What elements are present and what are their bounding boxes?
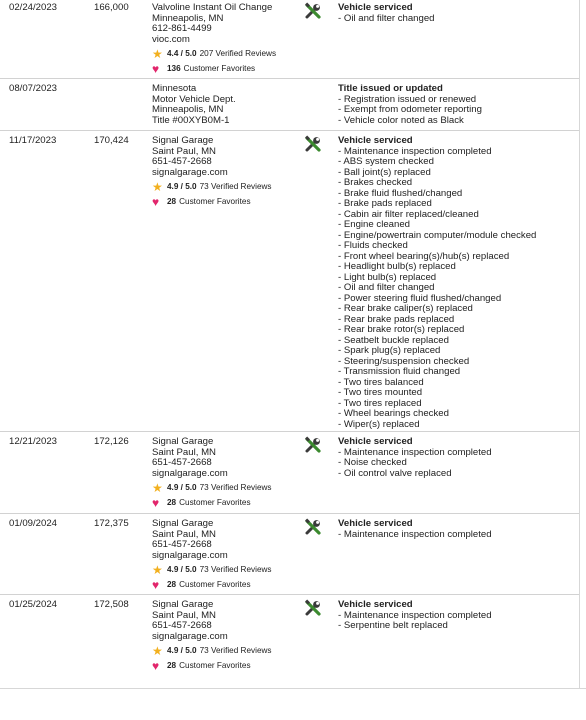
service-tools-icon bbox=[304, 518, 322, 536]
table-bottom-border bbox=[0, 688, 586, 689]
record-source bbox=[152, 437, 272, 509]
source-location: Saint Paul, MN bbox=[152, 145, 216, 157]
comment-item: - Maintenance inspection completed bbox=[338, 609, 492, 621]
comment-item: - Noise checked bbox=[338, 457, 407, 468]
rating bbox=[152, 48, 276, 60]
favorites-label: Customer Favorites bbox=[179, 196, 251, 206]
reviews-link[interactable]: 73 Verified Reviews bbox=[199, 645, 272, 655]
record-comments bbox=[338, 519, 492, 540]
record-source bbox=[152, 84, 236, 126]
source-name: Signal Garage bbox=[152, 135, 214, 146]
source-location: Minneapolis, MN bbox=[152, 104, 224, 115]
record-comments bbox=[338, 600, 492, 632]
comment-item: - Two tires replaced bbox=[338, 397, 422, 409]
history-record-row bbox=[0, 432, 579, 514]
reviews-link[interactable]: 73 Verified Reviews bbox=[199, 181, 272, 191]
comment-title: Vehicle serviced bbox=[338, 518, 413, 529]
star-icon: ★ bbox=[152, 481, 163, 495]
rating-score: 4.9 / 5.0 bbox=[167, 645, 197, 655]
favorites-count: 28 bbox=[167, 660, 177, 670]
comment-title: Vehicle serviced bbox=[338, 599, 413, 610]
comment-item: - Maintenance inspection completed bbox=[338, 145, 492, 157]
comment-item: - Spark plug(s) replaced bbox=[338, 345, 441, 356]
source-website[interactable]: signalgarage.com bbox=[152, 630, 228, 642]
comment-item: - Rear brake caliper(s) replaced bbox=[338, 303, 473, 314]
comment-item: - Seatbelt buckle replaced bbox=[338, 334, 449, 346]
comment-item: - Engine/powertrain computer/module checked bbox=[338, 229, 537, 241]
rating-score: 4.9 / 5.0 bbox=[167, 181, 197, 191]
history-record-row bbox=[0, 514, 579, 595]
comment-item: - Transmission fluid changed bbox=[338, 366, 461, 377]
record-source bbox=[152, 136, 272, 208]
source-phone: 651-457-2668 bbox=[152, 457, 212, 468]
record-comments bbox=[338, 84, 482, 126]
record-mileage: 170,424 bbox=[94, 135, 129, 146]
comment-item: - Rear brake pads replaced bbox=[338, 313, 455, 325]
service-tools-icon bbox=[304, 2, 322, 20]
heart-icon: ♥ bbox=[152, 195, 160, 209]
comment-item: - Brake fluid flushed/changed bbox=[338, 187, 463, 199]
reviews-link[interactable]: 73 Verified Reviews bbox=[199, 564, 272, 574]
record-date: 08/07/2023 bbox=[9, 83, 58, 94]
heart-icon: ♥ bbox=[152, 659, 160, 673]
comment-item: - Light bulb(s) replaced bbox=[338, 271, 437, 283]
source-name: Signal Garage bbox=[152, 436, 214, 447]
record-comments bbox=[338, 437, 492, 479]
star-icon: ★ bbox=[152, 47, 163, 61]
service-tools-icon bbox=[304, 599, 322, 617]
comment-item: - Two tires mounted bbox=[338, 387, 423, 398]
favorites bbox=[152, 579, 272, 591]
comment-item: - Oil control valve replaced bbox=[338, 467, 452, 479]
favorites-count: 28 bbox=[167, 579, 177, 589]
favorites-count: 136 bbox=[167, 63, 181, 73]
comment-item: - Maintenance inspection completed bbox=[338, 446, 492, 458]
source-website[interactable]: signalgarage.com bbox=[152, 549, 228, 561]
comment-item: - Headlight bulb(s) replaced bbox=[338, 261, 456, 272]
comment-title: Vehicle serviced bbox=[338, 135, 413, 146]
source-phone: 612-861-4499 bbox=[152, 23, 212, 34]
history-record-row bbox=[0, 79, 579, 131]
record-date: 01/25/2024 bbox=[9, 599, 58, 610]
record-mileage: 166,000 bbox=[94, 2, 129, 13]
heart-icon: ♥ bbox=[152, 496, 160, 510]
comment-item: - Ball joint(s) replaced bbox=[338, 166, 431, 178]
source-name: Signal Garage bbox=[152, 518, 214, 529]
rating bbox=[152, 564, 272, 576]
comment-item: - ABS system checked bbox=[338, 156, 434, 167]
source-phone: 651-457-2668 bbox=[152, 620, 212, 631]
heart-icon: ♥ bbox=[152, 62, 160, 76]
comment-item: - Steering/suspension checked bbox=[338, 355, 470, 367]
star-icon: ★ bbox=[152, 180, 163, 194]
comment-item: - Vehicle color noted as Black bbox=[338, 114, 464, 126]
comment-item: - Cabin air filter replaced/cleaned bbox=[338, 208, 479, 220]
service-tools-icon bbox=[304, 135, 322, 153]
source-department: Motor Vehicle Dept. bbox=[152, 93, 236, 105]
source-location: Saint Paul, MN bbox=[152, 528, 216, 540]
source-location: Saint Paul, MN bbox=[152, 609, 216, 621]
favorites bbox=[152, 497, 272, 509]
service-tools-icon bbox=[304, 436, 322, 454]
rating bbox=[152, 181, 272, 193]
source-phone: 651-457-2668 bbox=[152, 539, 212, 550]
comment-item: - Power steering fluid flushed/changed bbox=[338, 292, 502, 304]
comment-item: - Oil and filter changed bbox=[338, 12, 435, 24]
source-location: Minneapolis, MN bbox=[152, 12, 224, 24]
favorites bbox=[152, 660, 272, 672]
source-website[interactable]: signalgarage.com bbox=[152, 166, 228, 178]
comment-item: - Exempt from odometer reporting bbox=[338, 104, 482, 115]
title-number: Title #00XYB0M-1 bbox=[152, 114, 230, 126]
comment-item: - Brake pads replaced bbox=[338, 198, 432, 209]
record-source bbox=[152, 3, 276, 75]
record-mileage: 172,508 bbox=[94, 599, 129, 610]
favorites-label: Customer Favorites bbox=[179, 497, 251, 507]
comment-item: - Serpentine belt replaced bbox=[338, 620, 448, 631]
comment-item: - Registration issued or renewed bbox=[338, 93, 477, 105]
comment-item: - Maintenance inspection completed bbox=[338, 528, 492, 540]
comment-item: - Front wheel bearing(s)/hub(s) replaced bbox=[338, 250, 510, 262]
rating bbox=[152, 482, 272, 494]
record-mileage: 172,375 bbox=[94, 518, 129, 529]
star-icon: ★ bbox=[152, 563, 163, 577]
record-date: 12/21/2023 bbox=[9, 436, 58, 447]
rating-score: 4.4 / 5.0 bbox=[167, 48, 197, 58]
comment-item: - Rear brake rotor(s) replaced bbox=[338, 324, 465, 335]
comment-item: - Two tires balanced bbox=[338, 376, 424, 388]
favorites bbox=[152, 63, 276, 75]
comment-item: - Wheel bearings checked bbox=[338, 408, 449, 419]
history-record-row bbox=[0, 595, 579, 677]
source-name: Valvoline Instant Oil Change bbox=[152, 2, 273, 13]
comment-item: - Wiper(s) replaced bbox=[338, 418, 420, 430]
record-comments bbox=[338, 3, 435, 24]
rating bbox=[152, 645, 272, 657]
source-website[interactable]: signalgarage.com bbox=[152, 467, 228, 479]
history-record-row bbox=[0, 0, 579, 79]
comment-item: - Brakes checked bbox=[338, 177, 413, 188]
favorites-label: Customer Favorites bbox=[183, 63, 256, 73]
source-name: Signal Garage bbox=[152, 599, 214, 610]
comment-item: - Engine cleaned bbox=[338, 219, 411, 230]
source-name: Minnesota bbox=[152, 83, 197, 94]
comment-title: Title issued or updated bbox=[338, 83, 443, 94]
favorites-label: Customer Favorites bbox=[179, 579, 251, 589]
source-website[interactable]: vioc.com bbox=[152, 33, 190, 45]
favorites-label: Customer Favorites bbox=[179, 660, 251, 670]
source-location: Saint Paul, MN bbox=[152, 446, 216, 458]
rating-score: 4.9 / 5.0 bbox=[167, 564, 197, 574]
record-mileage: 172,126 bbox=[94, 436, 129, 447]
record-date: 11/17/2023 bbox=[9, 135, 57, 146]
heart-icon: ♥ bbox=[152, 578, 160, 592]
favorites-count: 28 bbox=[167, 497, 177, 507]
record-comments bbox=[338, 136, 536, 430]
comment-title: Vehicle serviced bbox=[338, 436, 413, 447]
comment-item: - Oil and filter changed bbox=[338, 282, 435, 293]
rating-score: 4.9 / 5.0 bbox=[167, 482, 197, 492]
record-date: 01/09/2024 bbox=[9, 518, 58, 529]
record-source bbox=[152, 600, 272, 672]
comment-title: Vehicle serviced bbox=[338, 2, 413, 13]
favorites-count: 28 bbox=[167, 196, 177, 206]
reviews-link[interactable]: 73 Verified Reviews bbox=[199, 482, 272, 492]
comment-item: - Fluids checked bbox=[338, 240, 408, 251]
table-right-border bbox=[579, 0, 580, 688]
history-record-row bbox=[0, 131, 579, 432]
source-phone: 651-457-2668 bbox=[152, 156, 212, 167]
record-date: 02/24/2023 bbox=[9, 2, 58, 13]
record-source bbox=[152, 519, 272, 591]
favorites bbox=[152, 196, 272, 208]
star-icon: ★ bbox=[152, 644, 163, 658]
reviews-link[interactable]: 207 Verified Reviews bbox=[199, 48, 277, 58]
